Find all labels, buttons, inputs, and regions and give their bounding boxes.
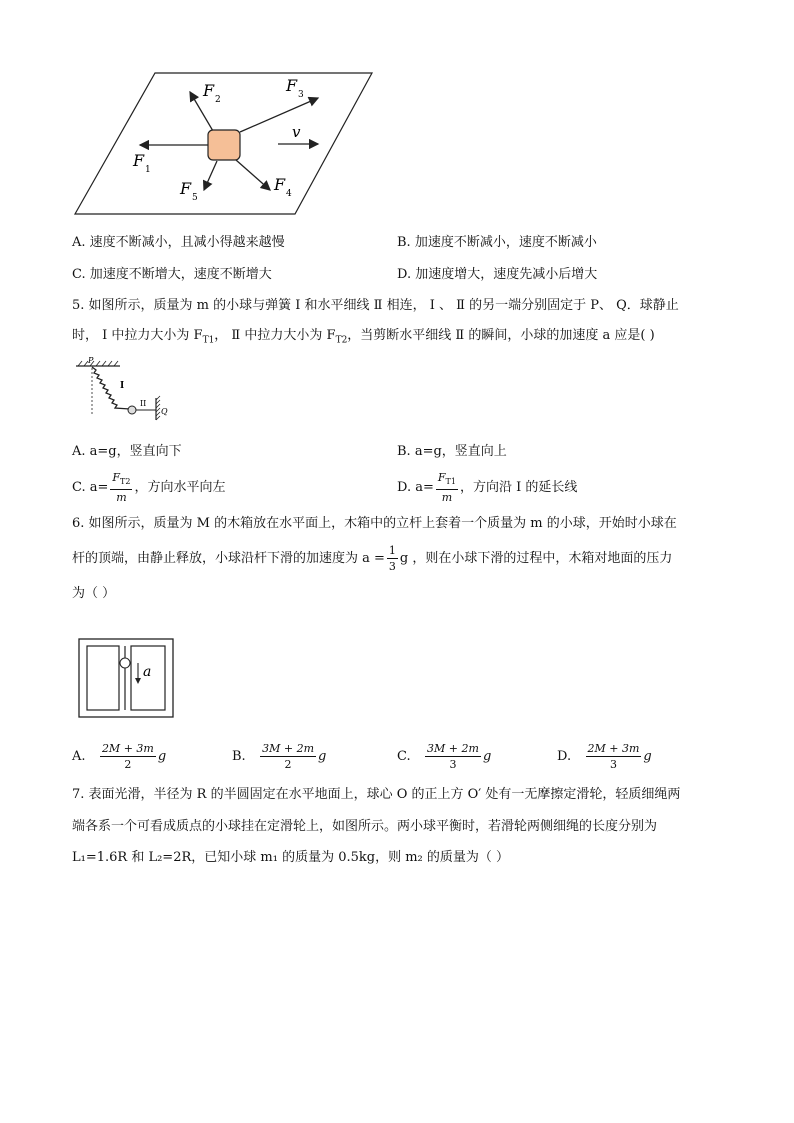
- q5-stem-line2: 时， Ⅰ 中拉力大小为 $F_{T1}$， Ⅱ 中拉力大小为 $F_{T2}$，当剪断水平细线 Ⅱ 的瞬间，小球的加速度 a 应是( ): [72, 328, 655, 346]
- f1-label: F: [133, 151, 145, 170]
- q6-option-d[interactable]: D. $\frac{2M + 3m}{3}$ g: [557, 742, 652, 771]
- q6-option-b[interactable]: B. $\frac{3M + 2m}{2}$ g: [232, 742, 327, 771]
- f3-arrow: [240, 98, 318, 132]
- q7-stem-line1: 7. 表面光滑，半径为 R 的半圆固定在水平地面上，球心 O 的正上方 O′ 处有一无摩擦定滑轮，轻质细绳两: [72, 787, 681, 802]
- q5-option-c[interactable]: C. a= $\frac{F_{T2}}{m}$ ，方向水平向左: [72, 471, 226, 505]
- q5-option-b[interactable]: B. a=g，竖直向上: [397, 444, 507, 459]
- q6-stem-line2: 杆的顶端，由静止释放，小球沿杆下滑的加速度为 a = $\frac{1}{3}$ g ，则在小球下滑的过程中，木箱对地面的压力: [72, 544, 673, 573]
- ball: [128, 406, 136, 414]
- f5-arrow: [204, 161, 217, 190]
- f3-sub: 3: [298, 90, 304, 100]
- v-label: v: [292, 123, 301, 141]
- f2-sub: 2: [215, 95, 221, 105]
- svg-text:I: I: [120, 381, 125, 391]
- q5-stem-line1: 5. 如图所示，质量为 m 的小球与弹簧 Ⅰ 和水平细线 Ⅱ 相连， Ⅰ 、 Ⅱ 的另一端分别固定于 P、 Q．球静止: [72, 298, 679, 313]
- q4-option-c[interactable]: C. 加速度不断增大，速度不断增大: [72, 267, 272, 282]
- q5-option-d[interactable]: D. a= $\frac{F_{T1}}{m}$ ，方向沿 Ⅰ 的延长线: [397, 471, 578, 505]
- q4-option-d[interactable]: D. 加速度增大，速度先减小后增大: [397, 267, 598, 282]
- f4-sub: 4: [286, 189, 292, 199]
- box-diagram: [78, 638, 176, 720]
- q6-option-c[interactable]: C. $\frac{3M + 2m}{3}$ g: [397, 742, 492, 771]
- q4-option-b[interactable]: B. 加速度不断减小，速度不断减小: [397, 235, 597, 250]
- svg-text:a: a: [143, 664, 152, 680]
- ball: [120, 658, 130, 668]
- q6-stem-line1: 6. 如图所示，质量为 M 的木箱放在水平面上，木箱中的立杆上套着一个质量为 m 的小球，开始时小球在: [72, 516, 677, 531]
- f2-label: F: [203, 81, 215, 100]
- q6-stem-line3: 为（ ）: [72, 586, 116, 601]
- f3-label: F: [286, 76, 298, 95]
- svg-text:Q: Q: [161, 407, 168, 416]
- block: [208, 130, 240, 160]
- svg-text:P: P: [88, 356, 94, 365]
- f5-label: F: [180, 179, 192, 198]
- q6-option-a[interactable]: A. $\frac{2M + 3m}{2}$ g: [72, 742, 167, 771]
- f1-sub: 1: [145, 165, 151, 175]
- q5-option-a[interactable]: A. a=g，竖直向下: [72, 444, 182, 459]
- q7-stem-line3: L₁=1.6R 和 L₂=2R，已知小球 m₁ 的质量为 0.5kg，则 m₂ 的质量为（ ）: [72, 850, 510, 865]
- q4-option-a[interactable]: A. 速度不断减小，且减小得越来越慢: [72, 235, 285, 250]
- f5-sub: 5: [192, 193, 198, 203]
- svg-text:II: II: [140, 399, 147, 408]
- f4-label: F: [274, 175, 286, 194]
- q7-stem-line2: 端各系一个可看成质点的小球挂在定滑轮上，如图所示。两小球平衡时，若滑轮两侧细绳的长度分别为: [72, 819, 658, 834]
- spring-diagram: [72, 356, 182, 422]
- f4-arrow: [236, 160, 270, 190]
- force-diagram: [70, 68, 380, 220]
